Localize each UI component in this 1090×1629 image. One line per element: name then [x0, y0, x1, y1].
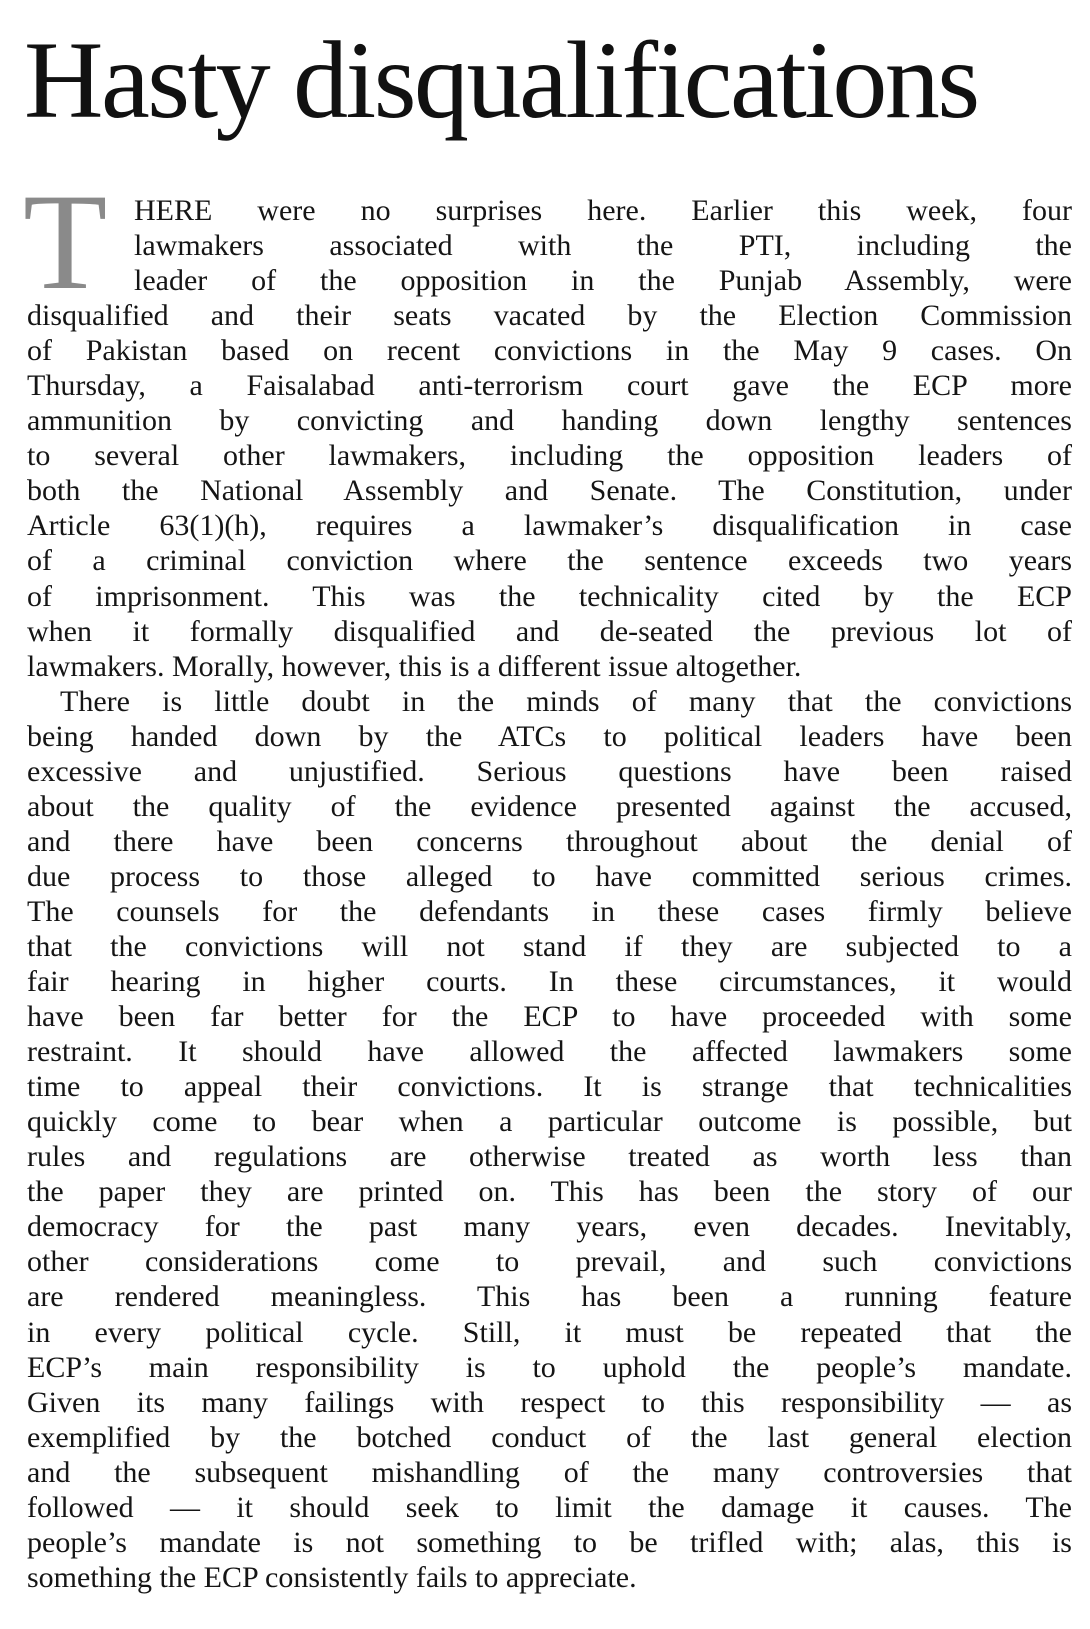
body-line: Thursday, a Faisalabad anti-terrorism court gave the ECP more [27, 369, 1072, 403]
body-line: The counsels for the defendants in these cases firmly believe [27, 894, 1072, 928]
body-line: quickly come to bear when a particular outcome is possible, but [27, 1105, 1072, 1139]
body-line: are rendered meaningless. This has been a running feature [27, 1280, 1072, 1314]
body-line: the paper they are printed on. This has been the story of our [27, 1175, 1072, 1209]
body-line: that the convictions will not stand if they are subjected to a [27, 929, 1072, 963]
body-line: ammunition by convicting and handing down lengthy sentences [27, 404, 1072, 438]
body-line: excessive and unjustified. Serious questions have been raised [27, 754, 1072, 788]
body-line: democracy for the past many years, even decades. Inevitably, [27, 1210, 1072, 1244]
body-line: disqualified and their seats vacated by the Election Commission [27, 299, 1072, 333]
body-line: of a criminal conviction where the sentence exceeds two years [27, 544, 1072, 578]
body-line: due process to those alleged to have committed serious crimes. [27, 859, 1072, 893]
body-line: people’s mandate is not something to be trifled with; alas, this is [27, 1525, 1072, 1559]
body-line: fair hearing in higher courts. In these circumstances, it would [27, 965, 1072, 999]
body-line: other considerations come to prevail, and such convictions [27, 1245, 1072, 1279]
body-line: restraint. It should have allowed the affected lawmakers some [27, 1035, 1072, 1069]
body-line: being handed down by the ATCs to political leaders have been [27, 719, 1072, 753]
body-line: both the National Assembly and Senate. The Constitution, under [27, 474, 1072, 508]
body-line: something the ECP consistently fails to appreciate. [27, 1560, 637, 1594]
body-line: leader of the opposition in the Punjab Assembly, were [134, 264, 1072, 298]
body-line: rules and regulations are otherwise treated as worth less than [27, 1140, 1072, 1174]
body-line: have been far better for the ECP to have proceeded with some [27, 1000, 1072, 1034]
body-line: in every political cycle. Still, it must be repeated that the [27, 1315, 1072, 1349]
body-line: ECP’s main responsibility is to uphold the people’s mandate. [27, 1350, 1072, 1384]
body-line: HERE were no surprises here. Earlier this week, four [134, 194, 1072, 227]
headline: Hasty disqualifications [24, 19, 978, 141]
body-line: of Pakistan based on recent convictions in the May 9 cases. On [27, 334, 1072, 368]
body-line: to several other lawmakers, including the opposition leaders of [27, 439, 1072, 473]
body-line: followed — it should seek to limit the damage it causes. The [27, 1490, 1072, 1524]
body-line: when it formally disqualified and de-seated the previous lot of [27, 614, 1072, 648]
body-line: lawmakers associated with the PTI, including the [134, 229, 1072, 263]
article-body [27, 193, 1072, 1595]
body-line: Article 63(1)(h), requires a lawmaker’s disqualification in case [27, 509, 1072, 543]
body-line: There is little doubt in the minds of many that the convictions [60, 684, 1072, 718]
body-line: time to appeal their convictions. It is strange that technicalities [27, 1070, 1072, 1104]
body-line: exemplified by the botched conduct of the last general election [27, 1420, 1072, 1454]
body-line: Given its many failings with respect to this responsibility — as [27, 1385, 1072, 1419]
body-line: about the quality of the evidence presented against the accused, [27, 789, 1072, 823]
body-line: and there have been concerns throughout about the denial of [27, 824, 1072, 858]
body-line: lawmakers. Morally, however, this is a different issue altogether. [27, 649, 802, 683]
body-line: of imprisonment. This was the technicality cited by the ECP [27, 579, 1072, 613]
body-line: and the subsequent mishandling of the many controversies that [27, 1455, 1072, 1489]
drop-cap: T [23, 165, 108, 318]
